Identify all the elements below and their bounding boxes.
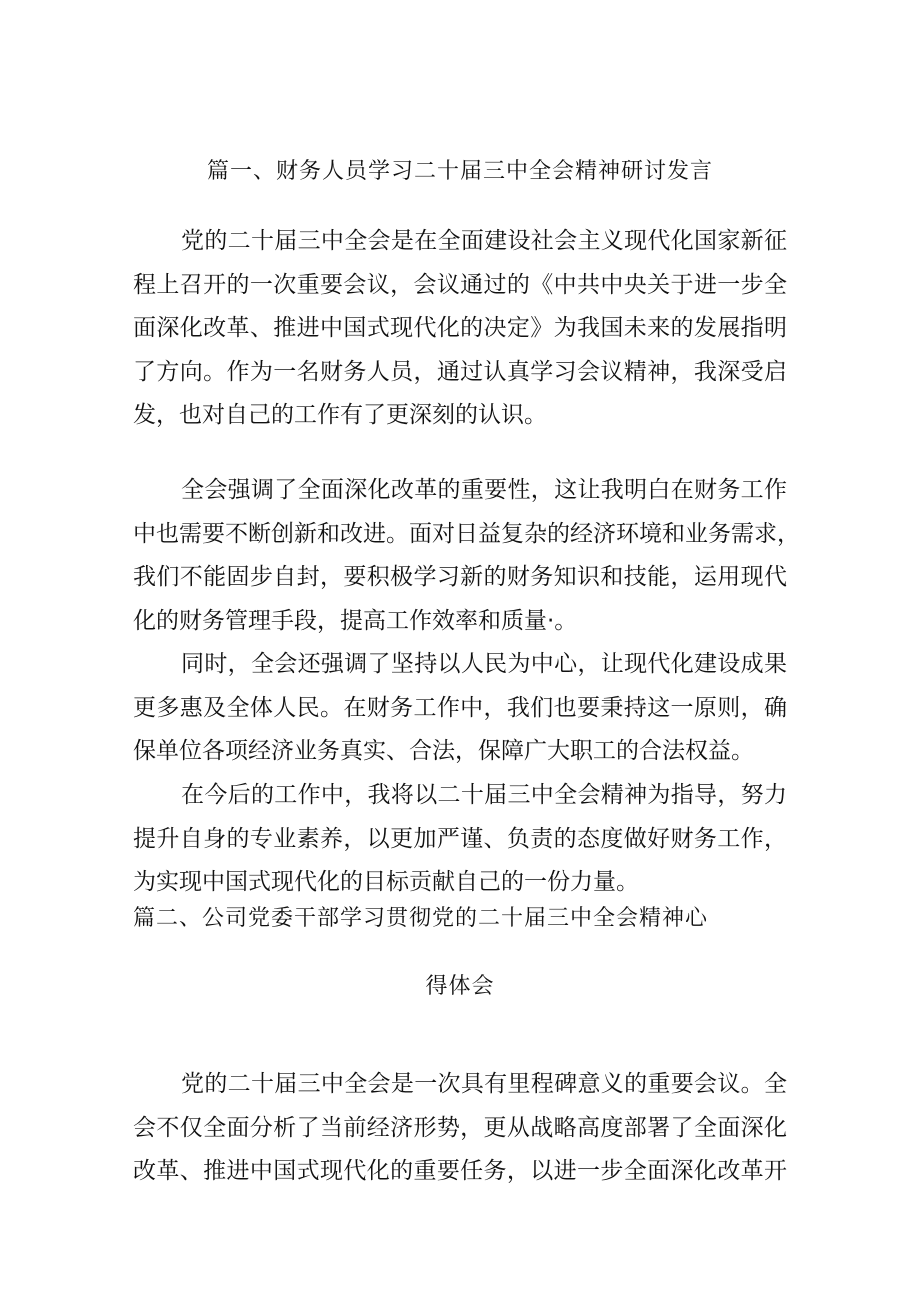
text-line: 在今后的工作中，我将以二十届三中全会精神为指导，努力 bbox=[181, 782, 787, 808]
section1-paragraph-2 bbox=[133, 469, 800, 643]
text-line: 党的二十届三中全会是一次具有里程碑意义的重要会议。全 bbox=[181, 1071, 787, 1097]
text-line: 党的二十届三中全会是在全面建设社会主义现代化国家新征 bbox=[181, 228, 787, 254]
section2-title-line1: 篇二、公司党委干部学习贯彻党的二十届三中全会精神心 bbox=[133, 906, 709, 931]
text-line: 为实现中国式现代化的目标贡献自己的一份力量。 bbox=[133, 869, 639, 895]
section1-title: 篇一、财务人员学习二十届三中全会精神研讨发言 bbox=[206, 159, 713, 184]
text-line: 了方向。作为一名财务人员，通过认真学习会议精神，我深受启 bbox=[133, 358, 787, 385]
text-line: 同时，全会还强调了坚持以人民为中心，让现代化建设成果 bbox=[181, 651, 787, 677]
text-line: 中也需要不断创新和改进。面对日益复杂的经济环境和业务需求， bbox=[133, 520, 800, 547]
text-line: 全会强调了全面深化改革的重要性，这让我明白在财务工作 bbox=[181, 477, 787, 503]
text-line: 保单位各项经济业务真实、合法，保障广大职工的合法权益。 bbox=[133, 738, 754, 764]
text-line: 化的财务管理手段，提高工作效率和质量·。 bbox=[133, 607, 578, 634]
text-line: 会不仅全面分析了当前经济形势，更从战略高度部署了全面深化 bbox=[133, 1114, 787, 1141]
text-line: 改革、推进中国式现代化的重要任务，以进一步全面深化改革开 bbox=[133, 1158, 787, 1184]
text-line: 我们不能固步自封，要积极学习新的财务知识和技能，运用现代 bbox=[133, 564, 787, 590]
text-line: 提升自身的专业素养，以更加严谨、负责的态度做好财务工作， bbox=[133, 825, 787, 852]
text-line: 面深化改革、推进中国式现代化的决定》为我国未来的发展指明 bbox=[133, 315, 787, 341]
text-line: 发，也对自己的工作有了更深刻的认识。 bbox=[133, 402, 547, 428]
section2-title-line2: 得体会 bbox=[425, 974, 495, 999]
section2-paragraph-1 bbox=[133, 1063, 787, 1194]
section1-paragraph-4 bbox=[133, 774, 787, 905]
section1-paragraph-3 bbox=[133, 643, 787, 774]
section1-paragraph-1 bbox=[133, 220, 787, 438]
text-line: 程上召开的一次重要会议，会议通过的《中共中央关于进一步全 bbox=[133, 271, 787, 298]
text-line: 更多惠及全体人民。在财务工作中，我们也要秉持这一原则，确 bbox=[133, 694, 787, 721]
